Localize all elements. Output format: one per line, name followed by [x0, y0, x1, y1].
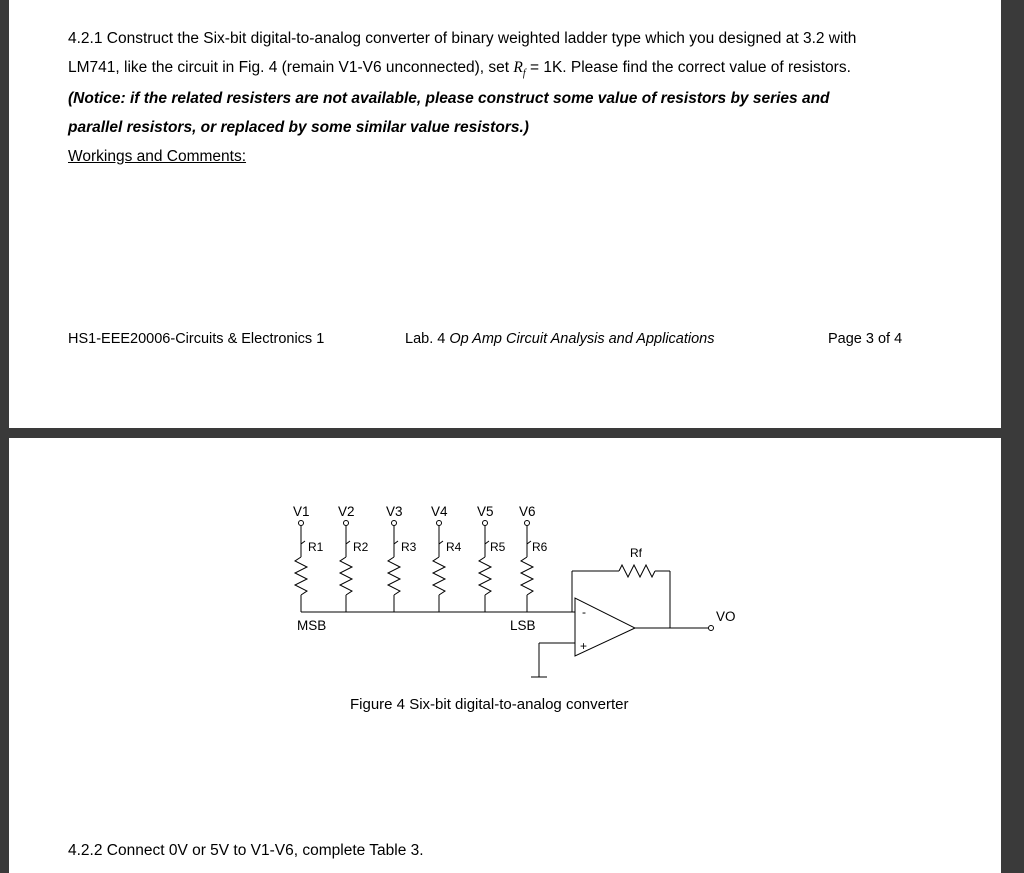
label-msb: MSB — [297, 618, 327, 633]
resistor-r1 — [295, 557, 307, 595]
dac-circuit-diagram — [9, 438, 1001, 698]
output-terminal — [709, 626, 714, 631]
op-amp-noninverting-sign: + — [580, 639, 588, 653]
resistor-r4 — [433, 557, 445, 595]
input-terminal-v6 — [525, 521, 530, 526]
label-v4: V4 — [431, 504, 448, 519]
label-r1: R1 — [308, 540, 324, 554]
op-amp-inverting-sign: - — [582, 605, 586, 619]
question-4-2-1 — [68, 24, 948, 88]
branch-1 — [295, 521, 307, 613]
question-4-2-2: 4.2.2 Connect 0V or 5V to V1-V6, complete Table 3. — [68, 842, 424, 859]
label-vo: VO — [716, 609, 736, 624]
question-4-2-1-line2-start: LM741, like the circuit in Fig. 4 (remain V1-V6 unconnected), set — [68, 59, 514, 76]
footer-page-number: Page 3 of 4 — [828, 331, 903, 347]
label-v6: V6 — [519, 504, 536, 519]
branch-2 — [340, 521, 352, 613]
label-v1: V1 — [293, 504, 310, 519]
footer-lab-title: Lab. 4 Op Amp Circuit Analysis and Applications — [405, 331, 715, 347]
notice-line2: parallel resistors, or replaced by some similar value resistors.) — [68, 119, 529, 136]
input-terminal-v3 — [392, 521, 397, 526]
footer-course: HS1-EEE20006-Circuits & Electronics 1 — [68, 331, 325, 347]
label-rf: Rf — [630, 546, 642, 560]
document-page-3 — [9, 0, 1001, 428]
input-terminal-v4 — [437, 521, 442, 526]
resistor-r5 — [479, 557, 491, 595]
branch-5 — [479, 521, 491, 613]
figure-caption: Figure 4 Six-bit digital-to-analog converter — [350, 696, 629, 713]
notice-text — [68, 84, 948, 142]
label-r5: R5 — [490, 540, 506, 554]
label-v5: V5 — [477, 504, 494, 519]
resistor-r6 — [521, 557, 533, 595]
branch-4 — [433, 521, 445, 613]
question-4-2-1-line1: 4.2.1 Construct the Six-bit digital-to-analog converter of binary weighted ladder type which you designed at 3.2 with — [68, 30, 857, 47]
resistor-r2 — [340, 557, 352, 595]
resistor-r3 — [388, 557, 400, 595]
question-4-2-1-line2-end: = 1K. Please find the correct value of resistors. — [525, 59, 851, 76]
label-v3: V3 — [386, 504, 403, 519]
label-r6: R6 — [532, 540, 548, 554]
input-terminal-v1 — [299, 521, 304, 526]
label-v2: V2 — [338, 504, 355, 519]
workings-heading: Workings and Comments: — [68, 148, 247, 165]
label-lsb: LSB — [510, 618, 536, 633]
input-terminal-v2 — [344, 521, 349, 526]
label-r3: R3 — [401, 540, 417, 554]
input-terminal-v5 — [483, 521, 488, 526]
branch-3 — [388, 521, 400, 613]
notice-line1: (Notice: if the related resisters are not available, please construct some value of resistors by series and — [68, 90, 830, 107]
label-r2: R2 — [353, 540, 369, 554]
resistor-rf — [619, 565, 655, 577]
label-r4: R4 — [446, 540, 462, 554]
document-page-4 — [9, 438, 1001, 873]
rf-symbol: $R_f$ — [513, 59, 526, 80]
branch-6 — [521, 521, 533, 613]
